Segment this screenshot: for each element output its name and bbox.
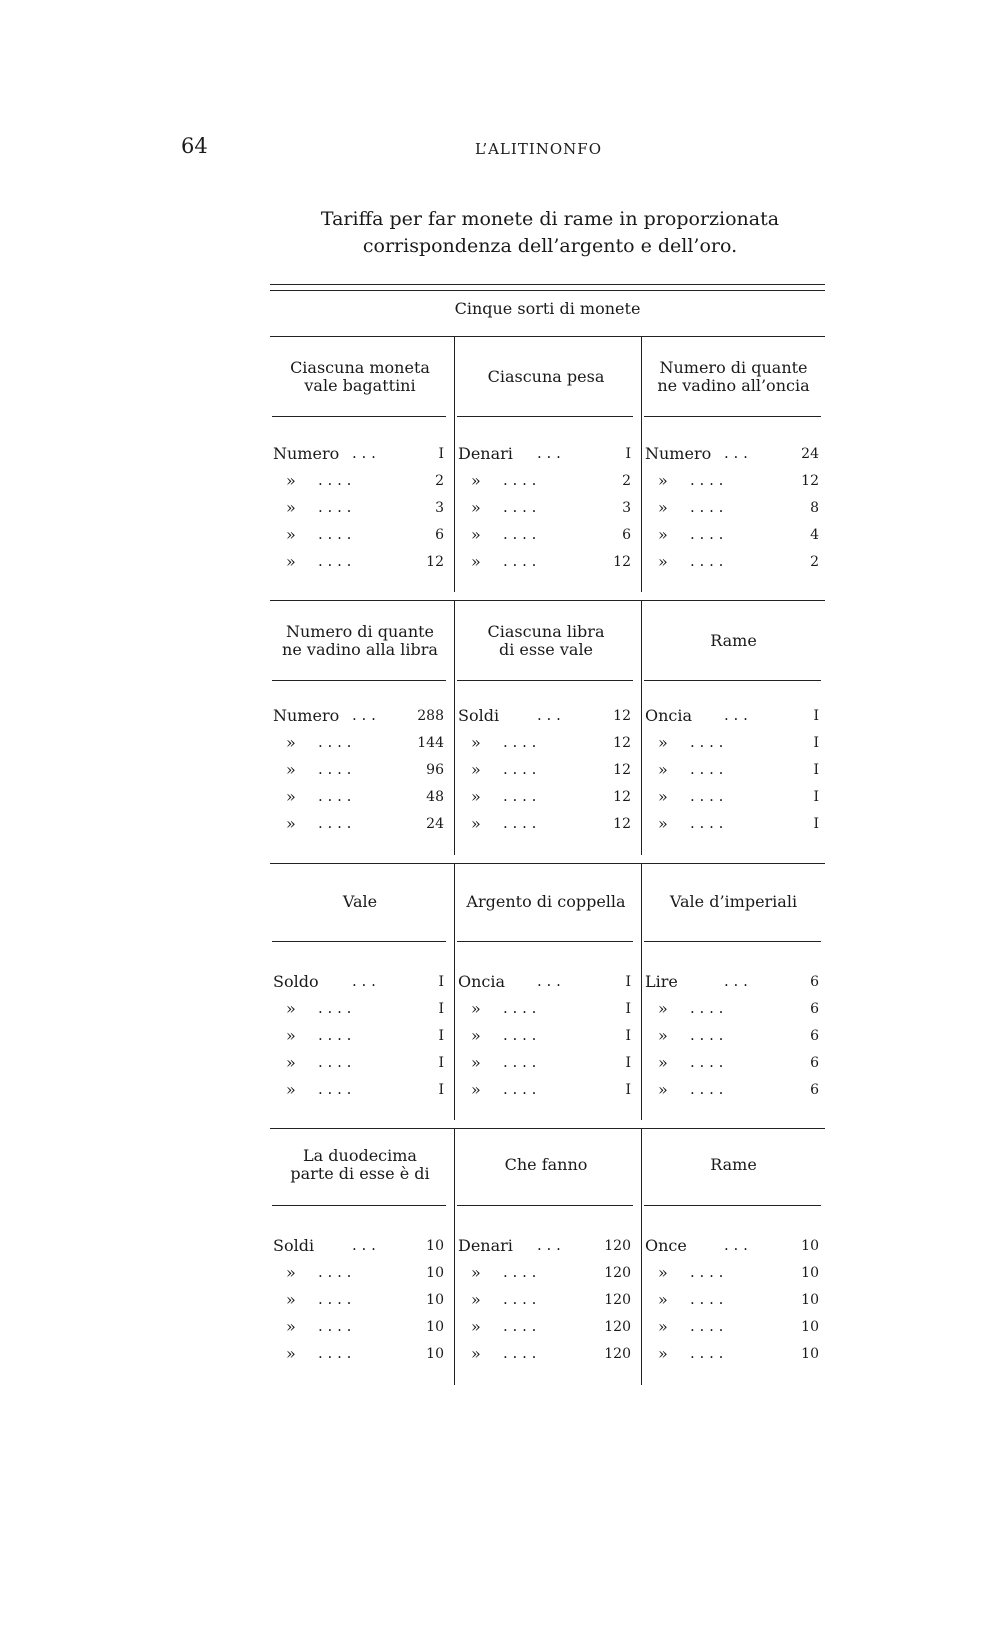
leader-dots: . . . . [690, 552, 724, 570]
column-header-line: Rame [710, 631, 757, 650]
leader-dots: . . . . [690, 1263, 724, 1281]
cell-value: 96 [426, 762, 444, 778]
cell-value: 288 [417, 708, 444, 724]
cell-value: I [625, 974, 631, 990]
leader-dots: . . . [352, 706, 376, 724]
ditto-mark: » [658, 1080, 668, 1099]
row-label: Once [645, 1236, 687, 1255]
leader-dots: . . . . [503, 1026, 537, 1044]
ditto-mark: » [286, 1290, 296, 1309]
ditto-mark: » [286, 471, 296, 490]
ditto-mark: » [471, 760, 481, 779]
leader-dots: . . . . [318, 1263, 352, 1281]
ditto-mark: » [471, 471, 481, 490]
bottom-rule [270, 1386, 825, 1387]
cell-value: 10 [801, 1238, 819, 1254]
header-underline [272, 941, 446, 942]
cell-value: I [625, 1001, 631, 1017]
header-underline [457, 1205, 633, 1206]
section-rule [270, 336, 825, 337]
column-header-line: Ciascuna pesa [487, 367, 605, 386]
leader-dots: . . . . [503, 525, 537, 543]
leader-dots: . . . . [503, 814, 537, 832]
column-header-line: Che fanno [504, 1155, 588, 1174]
section-rule [270, 863, 825, 864]
leader-dots: . . . . [503, 787, 537, 805]
cell-value: I [813, 789, 819, 805]
header-underline [457, 680, 633, 681]
leader-dots: . . . [352, 444, 376, 462]
cell-value: I [438, 1082, 444, 1098]
ditto-mark: » [658, 1263, 668, 1282]
ditto-mark: » [286, 1317, 296, 1336]
column-divider [641, 600, 642, 855]
ditto-mark: » [286, 498, 296, 517]
leader-dots: . . . . [690, 1053, 724, 1071]
ditto-mark: » [286, 733, 296, 752]
column-header-line: Argento di coppella [466, 892, 626, 911]
ditto-mark: » [658, 1344, 668, 1363]
cell-value: 6 [810, 974, 819, 990]
ditto-mark: » [471, 1344, 481, 1363]
leader-dots: . . . . [318, 1317, 352, 1335]
leader-dots: . . . . [690, 1317, 724, 1335]
leader-dots: . . . . [503, 1290, 537, 1308]
table-title [270, 206, 830, 260]
leader-dots: . . . [537, 706, 561, 724]
cell-value: I [813, 708, 819, 724]
ditto-mark: » [658, 1317, 668, 1336]
ditto-mark: » [471, 1053, 481, 1072]
leader-dots: . . . . [503, 733, 537, 751]
column-divider [454, 1128, 455, 1385]
leader-dots: . . . . [318, 1053, 352, 1071]
leader-dots: . . . . [318, 733, 352, 751]
cell-value: 10 [801, 1346, 819, 1362]
column-header-line: parte di esse è di [290, 1164, 430, 1183]
column-header [274, 1147, 446, 1183]
header-underline [272, 1205, 446, 1206]
cell-value: 120 [604, 1292, 631, 1308]
ditto-mark: » [658, 814, 668, 833]
leader-dots: . . . [537, 1236, 561, 1254]
row-label: Denari [458, 1236, 513, 1255]
column-header [646, 893, 821, 911]
page-number: 64 [181, 134, 208, 158]
column-header-line: di esse vale [498, 640, 594, 659]
leader-dots: . . . . [318, 552, 352, 570]
cell-value: I [438, 446, 444, 462]
cell-value: 48 [426, 789, 444, 805]
header-underline [272, 680, 446, 681]
leader-dots: . . . . [318, 1344, 352, 1362]
cell-value: 6 [810, 1055, 819, 1071]
cell-value: 10 [426, 1346, 444, 1362]
ditto-mark: » [658, 471, 668, 490]
leader-dots: . . . [537, 972, 561, 990]
leader-dots: . . . . [503, 999, 537, 1017]
cell-value: 12 [613, 816, 631, 832]
ditto-mark: » [286, 1080, 296, 1099]
cell-value: 10 [801, 1319, 819, 1335]
leader-dots: . . . . [690, 999, 724, 1017]
column-header-line: Rame [710, 1155, 757, 1174]
cell-value: 10 [801, 1292, 819, 1308]
cell-value: I [438, 1001, 444, 1017]
section-rule [270, 1128, 825, 1129]
ditto-mark: » [471, 1263, 481, 1282]
ditto-mark: » [471, 1026, 481, 1045]
cell-value: I [813, 735, 819, 751]
cell-value: 6 [435, 527, 444, 543]
header-underline [644, 1205, 821, 1206]
leader-dots: . . . . [690, 471, 724, 489]
leader-dots: . . . . [690, 1080, 724, 1098]
leader-dots: . . . . [503, 1317, 537, 1335]
cell-value: 120 [604, 1319, 631, 1335]
ditto-mark: » [658, 733, 668, 752]
ditto-mark: » [471, 552, 481, 571]
leader-dots: . . . [724, 1236, 748, 1254]
top-rule-second [270, 290, 825, 291]
leader-dots: . . . . [503, 471, 537, 489]
leader-dots: . . . [724, 972, 748, 990]
ditto-mark: » [658, 552, 668, 571]
column-divider [641, 863, 642, 1120]
column-header-line: Numero di quante [659, 358, 808, 377]
leader-dots: . . . . [690, 525, 724, 543]
top-rule [270, 284, 825, 285]
column-header [459, 623, 633, 659]
leader-dots: . . . . [690, 1344, 724, 1362]
ditto-mark: » [658, 999, 668, 1018]
cell-value: 6 [810, 1001, 819, 1017]
column-header-line: ne vadino alla libra [282, 640, 438, 659]
ditto-mark: » [658, 760, 668, 779]
cell-value: I [625, 446, 631, 462]
leader-dots: . . . . [318, 1026, 352, 1044]
leader-dots: . . . . [690, 733, 724, 751]
leader-dots: . . . [537, 444, 561, 462]
row-label: Oncia [458, 972, 506, 991]
row-label: Numero [273, 444, 340, 463]
row-label: Denari [458, 444, 513, 463]
cell-value: 6 [622, 527, 631, 543]
leader-dots: . . . [352, 972, 376, 990]
header-underline [272, 416, 446, 417]
column-header-line: Ciascuna libra [487, 622, 605, 641]
column-header [459, 893, 633, 911]
column-header [646, 359, 821, 395]
leader-dots: . . . . [318, 787, 352, 805]
cell-value: 10 [426, 1292, 444, 1308]
cell-value: 3 [435, 500, 444, 516]
cell-value: I [438, 1028, 444, 1044]
column-divider [641, 1128, 642, 1385]
ditto-mark: » [471, 525, 481, 544]
ditto-mark: » [286, 525, 296, 544]
cell-value: 24 [426, 816, 444, 832]
title-line-1: Tariffa per far monete di rame in proporzionata [320, 208, 780, 230]
ditto-mark: » [658, 1290, 668, 1309]
leader-dots: . . . . [318, 525, 352, 543]
ditto-mark: » [286, 1344, 296, 1363]
column-header [646, 632, 821, 650]
ditto-mark: » [471, 814, 481, 833]
leader-dots: . . . . [503, 1053, 537, 1071]
column-header [459, 368, 633, 386]
cell-value: 2 [435, 473, 444, 489]
ditto-mark: » [286, 999, 296, 1018]
cell-value: I [438, 1055, 444, 1071]
leader-dots: . . . . [318, 999, 352, 1017]
leader-dots: . . . [352, 1236, 376, 1254]
header-underline [457, 416, 633, 417]
cell-value: 24 [801, 446, 819, 462]
ditto-mark: » [286, 760, 296, 779]
leader-dots: . . . . [690, 1026, 724, 1044]
ditto-mark: » [658, 498, 668, 517]
ditto-mark: » [471, 787, 481, 806]
ditto-mark: » [658, 1053, 668, 1072]
ditto-mark: » [658, 1026, 668, 1045]
ditto-mark: » [658, 787, 668, 806]
column-header-line: Ciascuna moneta [290, 358, 430, 377]
header-underline [644, 680, 821, 681]
column-header-line: vale bagattini [304, 376, 416, 395]
ditto-mark: » [471, 498, 481, 517]
column-header [459, 1156, 633, 1174]
leader-dots: . . . . [503, 552, 537, 570]
ditto-mark: » [286, 1263, 296, 1282]
cell-value: 12 [613, 554, 631, 570]
row-label: Oncia [645, 706, 693, 725]
column-header [274, 893, 446, 911]
leader-dots: . . . [724, 444, 748, 462]
cell-value: 12 [613, 762, 631, 778]
leader-dots: . . . . [690, 498, 724, 516]
leader-dots: . . . . [318, 760, 352, 778]
leader-dots: . . . . [503, 1080, 537, 1098]
ditto-mark: » [286, 1053, 296, 1072]
cell-value: 2 [810, 554, 819, 570]
leader-dots: . . . . [318, 498, 352, 516]
cell-value: 144 [417, 735, 444, 751]
column-divider [454, 863, 455, 1120]
leader-dots: . . . . [503, 760, 537, 778]
column-header-line: Vale [342, 892, 378, 911]
cell-value: 12 [801, 473, 819, 489]
cell-value: 12 [613, 735, 631, 751]
super-header: Cinque sorti di monete [454, 299, 641, 318]
ditto-mark: » [286, 1026, 296, 1045]
column-header [274, 359, 446, 395]
ditto-mark: » [471, 1290, 481, 1309]
cell-value: 120 [604, 1238, 631, 1254]
cell-value: I [625, 1082, 631, 1098]
cell-value: I [438, 974, 444, 990]
ditto-mark: » [286, 814, 296, 833]
ditto-mark: » [658, 525, 668, 544]
cell-value: I [625, 1055, 631, 1071]
row-label: Soldo [273, 972, 319, 991]
leader-dots: . . . . [318, 814, 352, 832]
header-underline [644, 416, 821, 417]
cell-value: 12 [613, 708, 631, 724]
column-header-line: La duodecima [303, 1146, 417, 1165]
column-header [646, 1156, 821, 1174]
ditto-mark: » [471, 1317, 481, 1336]
cell-value: I [813, 816, 819, 832]
column-header [274, 623, 446, 659]
ditto-mark: » [286, 787, 296, 806]
ditto-mark: » [471, 999, 481, 1018]
cell-value: 4 [810, 527, 819, 543]
row-label: Numero [645, 444, 712, 463]
column-divider [454, 600, 455, 855]
cell-value: 12 [613, 789, 631, 805]
cell-value: 10 [426, 1265, 444, 1281]
cell-value: 10 [426, 1238, 444, 1254]
cell-value: 12 [426, 554, 444, 570]
cell-value: I [813, 762, 819, 778]
row-label: Soldi [273, 1236, 315, 1255]
cell-value: 8 [810, 500, 819, 516]
cell-value: 3 [622, 500, 631, 516]
leader-dots: . . . [724, 706, 748, 724]
cell-value: 2 [622, 473, 631, 489]
leader-dots: . . . . [690, 760, 724, 778]
leader-dots: . . . . [318, 1290, 352, 1308]
leader-dots: . . . . [690, 1290, 724, 1308]
column-divider [641, 336, 642, 592]
leader-dots: . . . . [318, 1080, 352, 1098]
column-divider [454, 336, 455, 592]
leader-dots: . . . . [690, 787, 724, 805]
cell-value: 120 [604, 1346, 631, 1362]
column-header-line: Numero di quante [285, 622, 435, 641]
ditto-mark: » [471, 733, 481, 752]
cell-value: 6 [810, 1028, 819, 1044]
column-header-line: Vale d’imperiali [669, 892, 798, 911]
cell-value: 10 [801, 1265, 819, 1281]
leader-dots: . . . . [503, 498, 537, 516]
leader-dots: . . . . [318, 471, 352, 489]
ditto-mark: » [471, 1080, 481, 1099]
leader-dots: . . . . [503, 1344, 537, 1362]
cell-value: I [625, 1028, 631, 1044]
header-underline [644, 941, 821, 942]
ditto-mark: » [286, 552, 296, 571]
cell-value: 120 [604, 1265, 631, 1281]
leader-dots: . . . . [690, 814, 724, 832]
leader-dots: . . . . [503, 1263, 537, 1281]
row-label: Lire [645, 972, 678, 991]
running-head: L’ALITINONFO [474, 140, 603, 158]
cell-value: 10 [426, 1319, 444, 1335]
cell-value: 6 [810, 1082, 819, 1098]
column-header-line: ne vadino all’oncia [657, 376, 810, 395]
title-line-2: corrispondenza dell’argento e dell’oro. [362, 235, 738, 257]
row-label: Soldi [458, 706, 500, 725]
header-underline [457, 941, 633, 942]
section-rule [270, 600, 825, 601]
row-label: Numero [273, 706, 340, 725]
